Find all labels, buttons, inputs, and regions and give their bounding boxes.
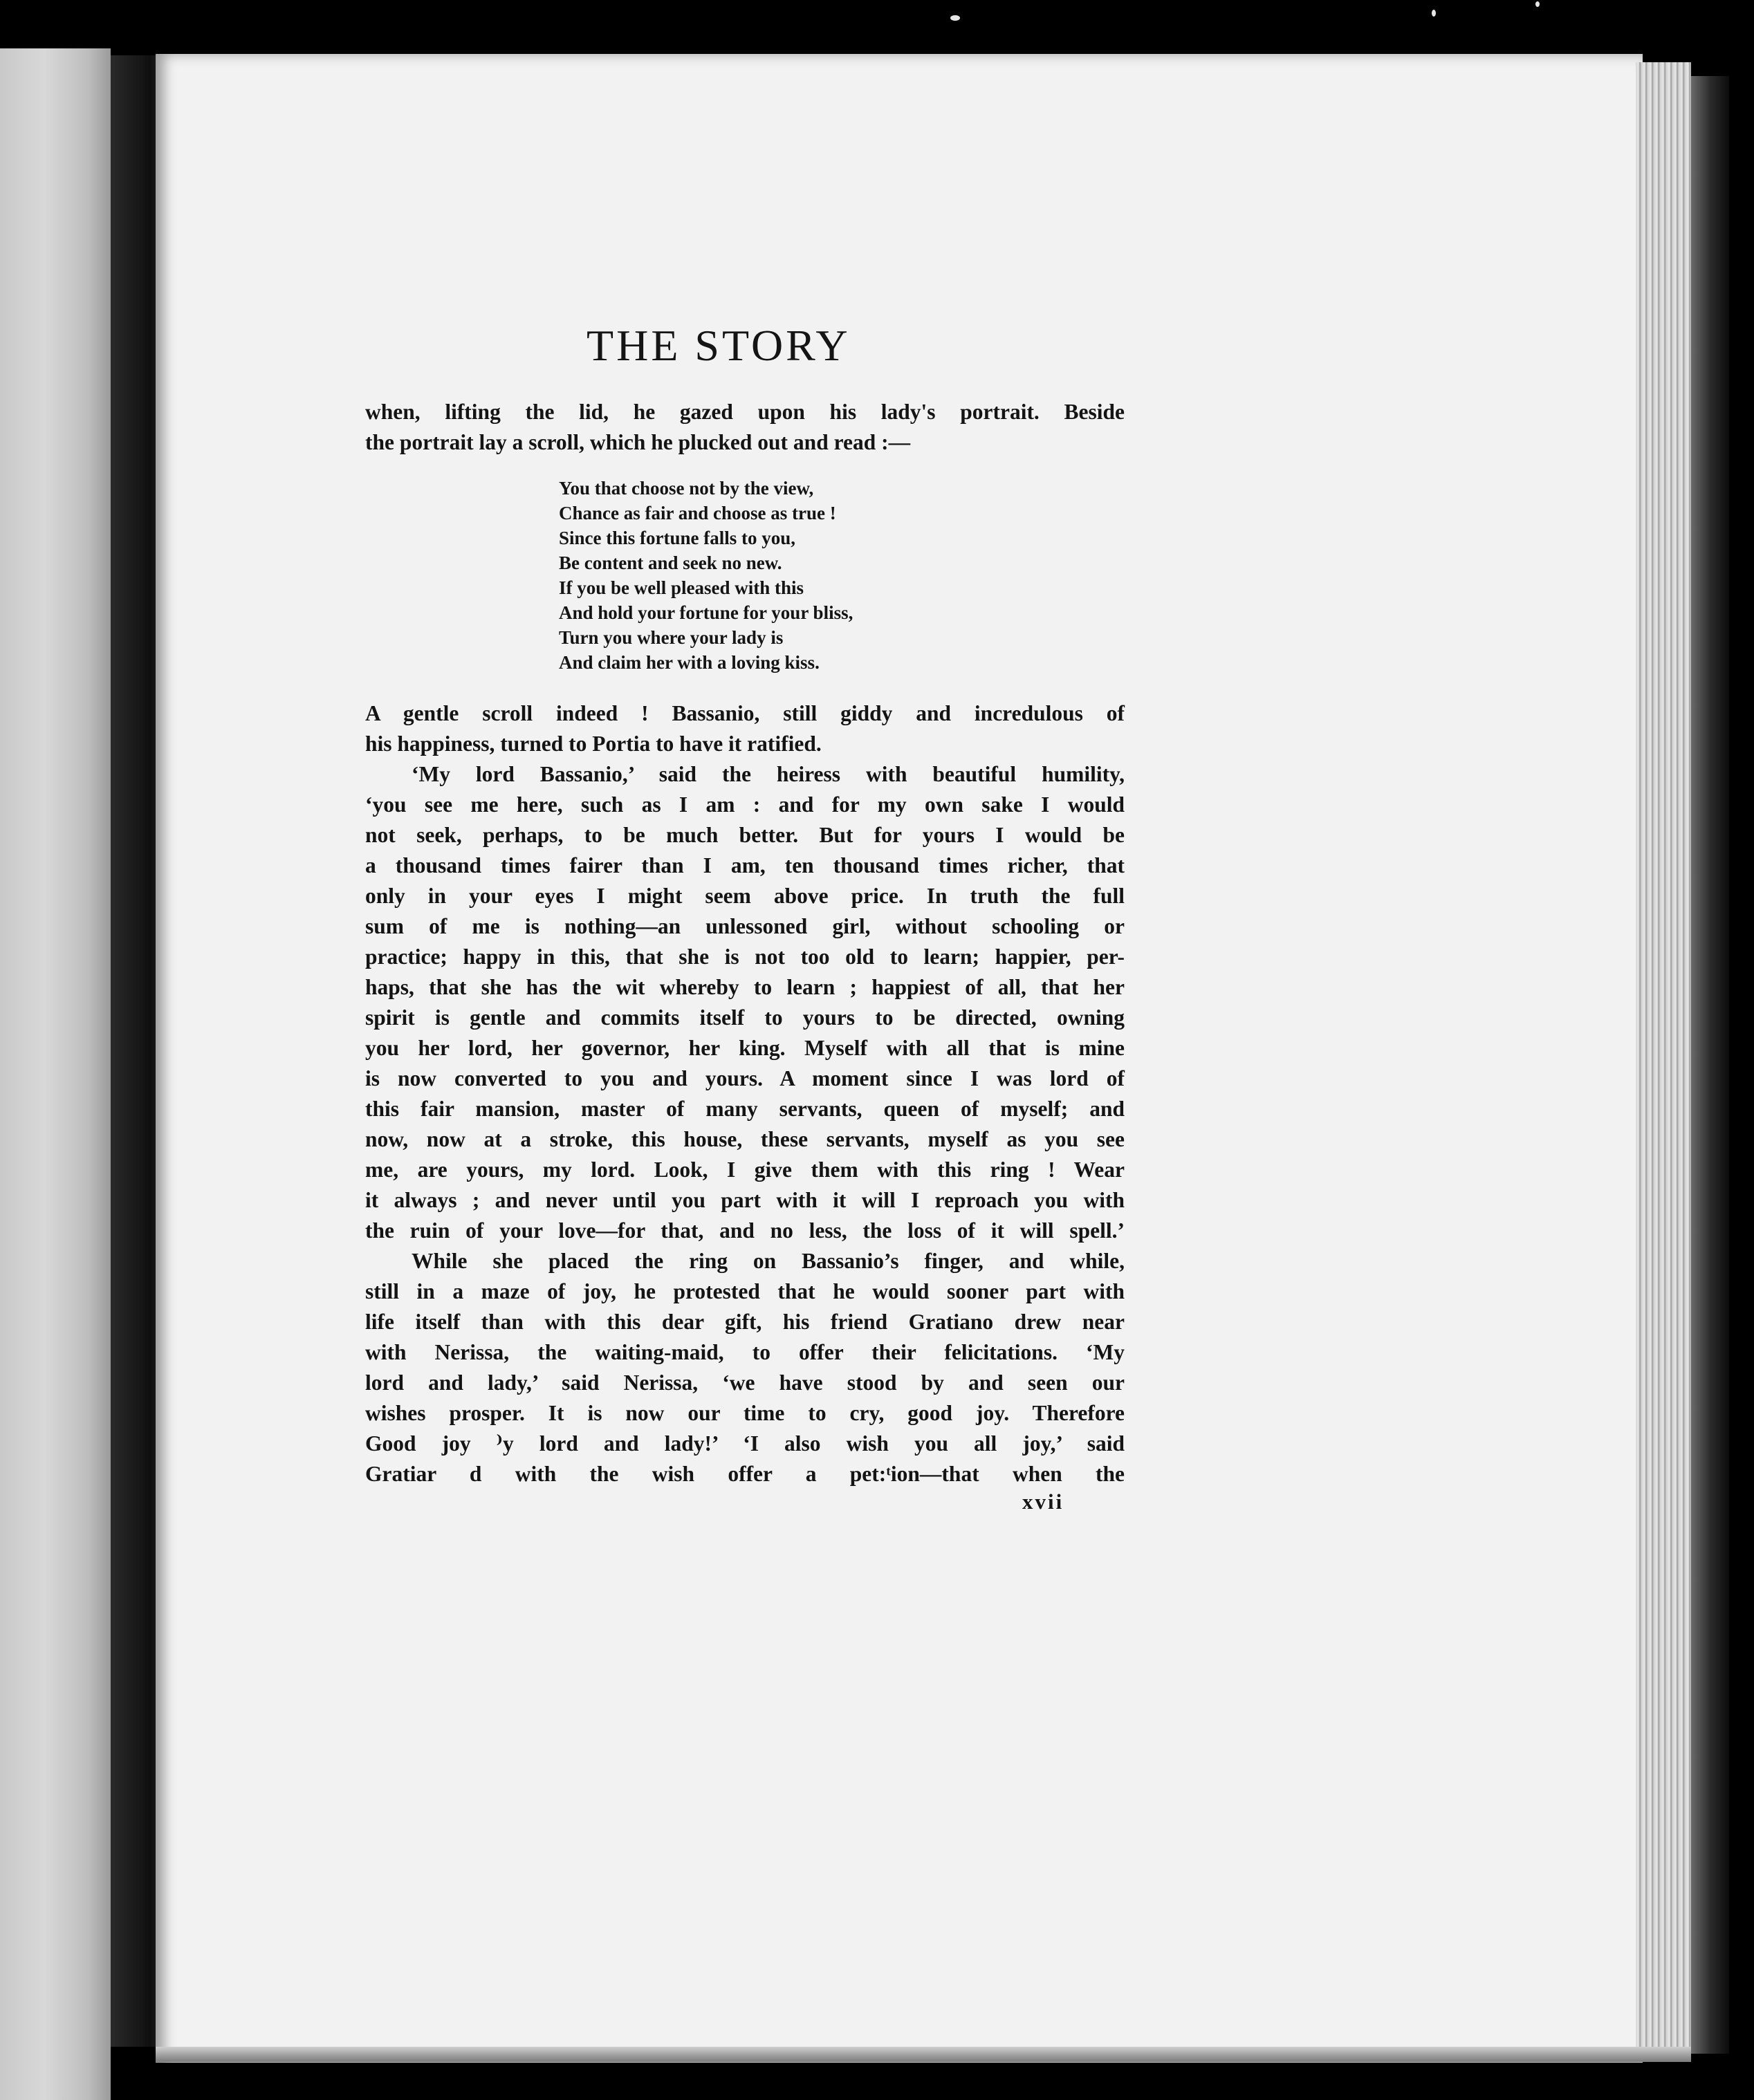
book-cover-edge: [1691, 76, 1729, 2054]
prose-line: the ruin of your love—for that, and no less, the loss of it will spell.’: [365, 1218, 1125, 1243]
prose-line: you her lord, her governor, her king. Myself with all that is mine: [365, 1036, 1125, 1060]
opening-line: when, lifting the lid, he gazed upon his lady's portrait. Beside: [365, 400, 1125, 424]
prose-line: me, are yours, my lord. Look, I give them with this ring ! Wear: [365, 1158, 1125, 1182]
prose-line: spirit is gentle and commits itself to yours to be directed, owning: [365, 1005, 1125, 1030]
prose-line: Gratiar d with the wish offer a pet:ᵗion—that when the: [365, 1462, 1125, 1486]
verse-line: You that choose not by the view,: [559, 478, 814, 499]
prose-line: it always ; and never until you part with it will I reproach you with: [365, 1188, 1125, 1212]
prose-line: this fair mansion, master of many servants, queen of myself; and: [365, 1097, 1125, 1121]
verse-line: Be content and seek no new.: [559, 552, 782, 573]
prose-line: now, now at a stroke, this house, these servants, myself as you see: [365, 1127, 1125, 1151]
prose-line: life itself than with this dear gift, his friend Gratiano drew near: [365, 1310, 1125, 1334]
page-bottom-edge: [156, 2047, 1691, 2062]
prose-line: ‘you see me here, such as I am : and for my own sake I would: [365, 792, 1125, 817]
verse-line: Chance as fair and choose as true !: [559, 503, 836, 523]
prose-line: still in a maze of joy, he protested that he would sooner part with: [365, 1279, 1125, 1303]
scan-specks: [948, 0, 1570, 28]
verse-line: If you be well pleased with this: [559, 577, 804, 598]
verse-line: And claim her with a loving kiss.: [559, 652, 820, 673]
prose-line: sum of me is nothing—an unlessoned girl, without schooling or: [365, 914, 1125, 938]
prose-line: a thousand times fairer than I am, ten thousand times richer, that: [365, 853, 1125, 877]
verse-line: Since this fortune falls to you,: [559, 528, 796, 548]
prose-line: lord and lady,’ said Nerissa, ‘we have stood by and seen our: [365, 1370, 1125, 1395]
prose-line: only in your eyes I might seem above price. In truth the full: [365, 884, 1125, 908]
verse-line: And hold your fortune for your bliss,: [559, 602, 853, 623]
prose-line: wishes prosper. It is now our time to cry, good joy. Therefore: [365, 1401, 1125, 1425]
prose-line: A gentle scroll indeed ! Bassanio, still giddy and incredulous of: [365, 701, 1125, 725]
prose-line: with Nerissa, the waiting-maid, to offer their felicitations. ‘My: [365, 1340, 1125, 1364]
prose-line: While she placed the ring on Bassanio’s finger, and while,: [412, 1249, 1125, 1273]
prose-line: haps, that she has the wit whereby to learn ; happiest of all, that her: [365, 975, 1125, 999]
left-facing-page-edge: [0, 48, 111, 2100]
opening-line: the portrait lay a scroll, which he plucked out and read :—: [365, 430, 911, 454]
verse-line: Turn you where your lady is: [559, 627, 784, 648]
running-head: THE STORY: [587, 321, 851, 370]
page-number: xvii: [1022, 1489, 1064, 1514]
prose-line: his happiness, turned to Portia to have it ratified.: [365, 732, 822, 756]
prose-line: not seek, perhaps, to be much better. But for yours I would be: [365, 823, 1125, 847]
page-stack-edge: [1636, 62, 1691, 2054]
prose-line: Good joy ⁾y lord and lady!’ ‘I also wish you all joy,’ said: [365, 1431, 1125, 1456]
prose-line: is now converted to you and yours. A moment since I was lord of: [365, 1066, 1125, 1090]
prose-line: practice; happy in this, that she is not too old to learn; happier, per-: [365, 945, 1125, 969]
prose-line: ‘My lord Bassanio,’ said the heiress with beautiful humility,: [412, 762, 1125, 786]
